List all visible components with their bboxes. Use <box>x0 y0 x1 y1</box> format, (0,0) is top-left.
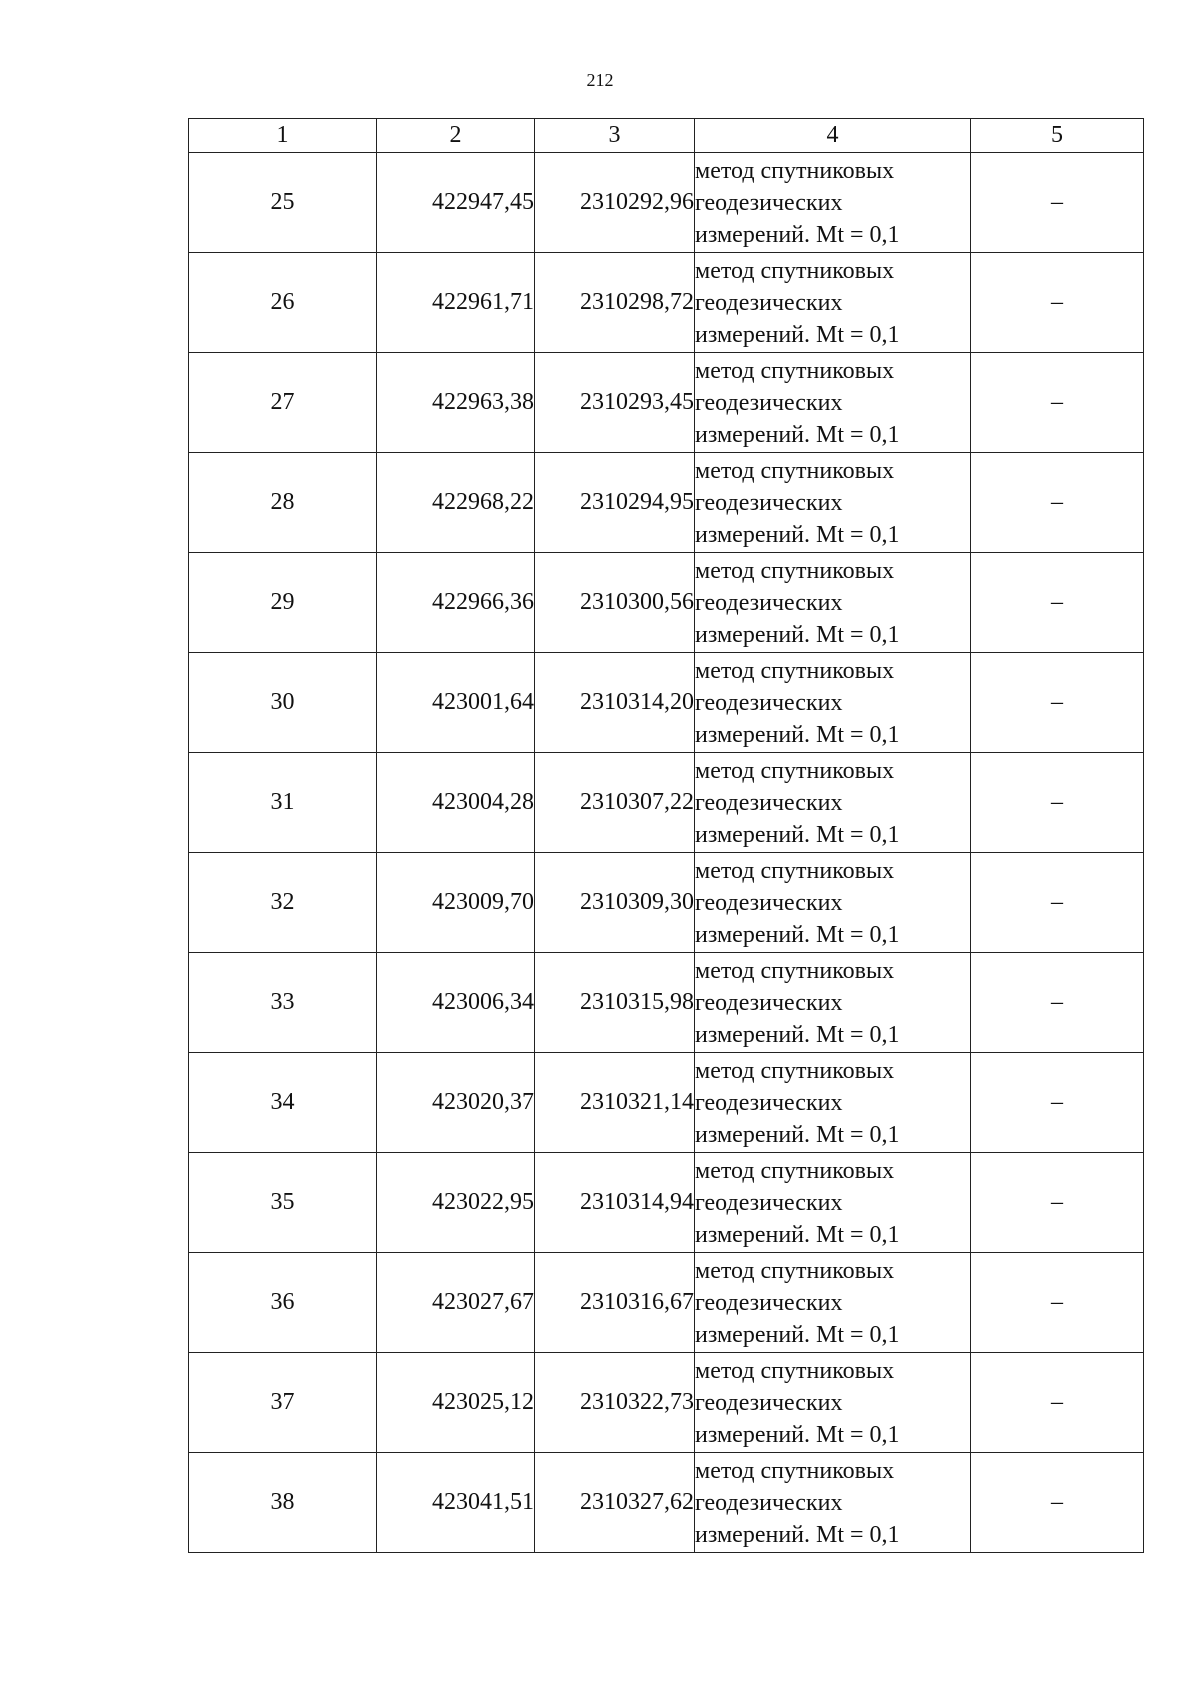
method-cell <box>695 253 971 353</box>
method-text-line: измерений. Mt = 0,1 <box>695 1321 900 1348</box>
method-text-line: метод спутниковых <box>695 1257 895 1284</box>
x-coordinate-cell: 422961,71 <box>377 253 535 353</box>
column-header: 4 <box>695 119 971 153</box>
point-number-cell: 35 <box>189 1153 377 1253</box>
table-header-row <box>189 119 1144 153</box>
method-text-line: геодезических <box>695 1389 843 1416</box>
table-row <box>189 453 1144 553</box>
method-cell <box>695 1453 971 1553</box>
method-text-line: метод спутниковых <box>695 657 895 684</box>
y-coordinate-cell: 2310315,98 <box>535 953 695 1053</box>
method-cell <box>695 1253 971 1353</box>
method-text-line: метод спутниковых <box>695 1457 895 1484</box>
method-text-line: геодезических <box>695 589 843 616</box>
point-number-cell: 33 <box>189 953 377 1053</box>
method-text-line: геодезических <box>695 1189 843 1216</box>
point-number-cell: 25 <box>189 153 377 253</box>
table-row <box>189 153 1144 253</box>
table-row <box>189 753 1144 853</box>
method-text-line: геодезических <box>695 1289 843 1316</box>
point-number-cell: 32 <box>189 853 377 953</box>
method-cell <box>695 453 971 553</box>
method-text-line: геодезических <box>695 289 843 316</box>
point-number-cell: 30 <box>189 653 377 753</box>
x-coordinate-cell: 423022,95 <box>377 1153 535 1253</box>
page-number: 212 <box>586 70 614 90</box>
method-text-line: измерений. Mt = 0,1 <box>695 521 900 548</box>
method-text-line: измерений. Mt = 0,1 <box>695 1421 900 1448</box>
method-text-line: метод спутниковых <box>695 557 895 584</box>
method-cell <box>695 1353 971 1453</box>
method-text-line: метод спутниковых <box>695 257 895 284</box>
column-header: 3 <box>535 119 695 153</box>
x-coordinate-cell: 422947,45 <box>377 153 535 253</box>
y-coordinate-cell: 2310294,95 <box>535 453 695 553</box>
y-coordinate-cell: 2310321,14 <box>535 1053 695 1153</box>
table-row <box>189 1453 1144 1553</box>
note-cell: – <box>971 953 1144 1053</box>
method-text-line: измерений. Mt = 0,1 <box>695 721 900 748</box>
y-coordinate-cell: 2310293,45 <box>535 353 695 453</box>
y-coordinate-cell: 2310314,20 <box>535 653 695 753</box>
method-text-line: геодезических <box>695 789 843 816</box>
method-cell <box>695 353 971 453</box>
note-cell: – <box>971 753 1144 853</box>
table-row <box>189 253 1144 353</box>
y-coordinate-cell: 2310298,72 <box>535 253 695 353</box>
method-cell <box>695 1053 971 1153</box>
x-coordinate-cell: 423004,28 <box>377 753 535 853</box>
method-text-line: метод спутниковых <box>695 857 895 884</box>
note-cell: – <box>971 1453 1144 1553</box>
point-number-cell: 26 <box>189 253 377 353</box>
table-row <box>189 853 1144 953</box>
method-text-line: метод спутниковых <box>695 1357 895 1384</box>
method-text-line: измерений. Mt = 0,1 <box>695 321 900 348</box>
table-body <box>189 153 1144 1553</box>
note-cell: – <box>971 853 1144 953</box>
note-cell: – <box>971 1353 1144 1453</box>
method-text-line: геодезических <box>695 989 843 1016</box>
method-text-line: измерений. Mt = 0,1 <box>695 1521 900 1548</box>
method-text-line: метод спутниковых <box>695 1157 895 1184</box>
y-coordinate-cell: 2310292,96 <box>535 153 695 253</box>
table-row <box>189 1353 1144 1453</box>
method-text-line: геодезических <box>695 689 843 716</box>
method-text-line: метод спутниковых <box>695 757 895 784</box>
method-text-line: измерений. Mt = 0,1 <box>695 421 900 448</box>
x-coordinate-cell: 423009,70 <box>377 853 535 953</box>
column-header: 1 <box>189 119 377 153</box>
y-coordinate-cell: 2310300,56 <box>535 553 695 653</box>
x-coordinate-cell: 422963,38 <box>377 353 535 453</box>
y-coordinate-cell: 2310309,30 <box>535 853 695 953</box>
column-header: 5 <box>971 119 1144 153</box>
y-coordinate-cell: 2310314,94 <box>535 1153 695 1253</box>
method-text-line: измерений. Mt = 0,1 <box>695 921 900 948</box>
method-text-line: геодезических <box>695 189 843 216</box>
method-cell <box>695 653 971 753</box>
method-text-line: геодезических <box>695 1489 843 1516</box>
x-coordinate-cell: 422968,22 <box>377 453 535 553</box>
table-row <box>189 1153 1144 1253</box>
method-cell <box>695 853 971 953</box>
method-cell <box>695 1153 971 1253</box>
point-number-cell: 29 <box>189 553 377 653</box>
x-coordinate-cell: 423027,67 <box>377 1253 535 1353</box>
method-text-line: геодезических <box>695 1089 843 1116</box>
method-text-line: метод спутниковых <box>695 957 895 984</box>
method-text-line: геодезических <box>695 489 843 516</box>
y-coordinate-cell: 2310316,67 <box>535 1253 695 1353</box>
method-text-line: метод спутниковых <box>695 457 895 484</box>
x-coordinate-cell: 422966,36 <box>377 553 535 653</box>
note-cell: – <box>971 1053 1144 1153</box>
point-number-cell: 37 <box>189 1353 377 1453</box>
method-text-line: измерений. Mt = 0,1 <box>695 621 900 648</box>
table-row <box>189 1253 1144 1353</box>
method-text-line: метод спутниковых <box>695 1057 895 1084</box>
method-text-line: измерений. Mt = 0,1 <box>695 221 900 248</box>
method-text-line: метод спутниковых <box>695 157 895 184</box>
method-text-line: геодезических <box>695 889 843 916</box>
point-number-cell: 36 <box>189 1253 377 1353</box>
method-cell <box>695 953 971 1053</box>
note-cell: – <box>971 1253 1144 1353</box>
method-text-line: метод спутниковых <box>695 357 895 384</box>
method-cell <box>695 553 971 653</box>
y-coordinate-cell: 2310307,22 <box>535 753 695 853</box>
method-text-line: измерений. Mt = 0,1 <box>695 1121 900 1148</box>
y-coordinate-cell: 2310327,62 <box>535 1453 695 1553</box>
table-row <box>189 953 1144 1053</box>
table-row <box>189 653 1144 753</box>
column-header: 2 <box>377 119 535 153</box>
note-cell: – <box>971 153 1144 253</box>
x-coordinate-cell: 423020,37 <box>377 1053 535 1153</box>
point-number-cell: 31 <box>189 753 377 853</box>
method-text-line: измерений. Mt = 0,1 <box>695 1221 900 1248</box>
note-cell: – <box>971 1153 1144 1253</box>
method-text-line: измерений. Mt = 0,1 <box>695 1021 900 1048</box>
x-coordinate-cell: 423001,64 <box>377 653 535 753</box>
method-cell <box>695 753 971 853</box>
x-coordinate-cell: 423025,12 <box>377 1353 535 1453</box>
method-text-line: геодезических <box>695 389 843 416</box>
x-coordinate-cell: 423041,51 <box>377 1453 535 1553</box>
coordinates-table <box>188 118 1144 1553</box>
point-number-cell: 34 <box>189 1053 377 1153</box>
table-row <box>189 553 1144 653</box>
table-row <box>189 1053 1144 1153</box>
x-coordinate-cell: 423006,34 <box>377 953 535 1053</box>
method-text-line: измерений. Mt = 0,1 <box>695 821 900 848</box>
point-number-cell: 27 <box>189 353 377 453</box>
note-cell: – <box>971 253 1144 353</box>
note-cell: – <box>971 353 1144 453</box>
method-cell <box>695 153 971 253</box>
note-cell: – <box>971 553 1144 653</box>
note-cell: – <box>971 453 1144 553</box>
y-coordinate-cell: 2310322,73 <box>535 1353 695 1453</box>
note-cell: – <box>971 653 1144 753</box>
point-number-cell: 28 <box>189 453 377 553</box>
table-row <box>189 353 1144 453</box>
point-number-cell: 38 <box>189 1453 377 1553</box>
